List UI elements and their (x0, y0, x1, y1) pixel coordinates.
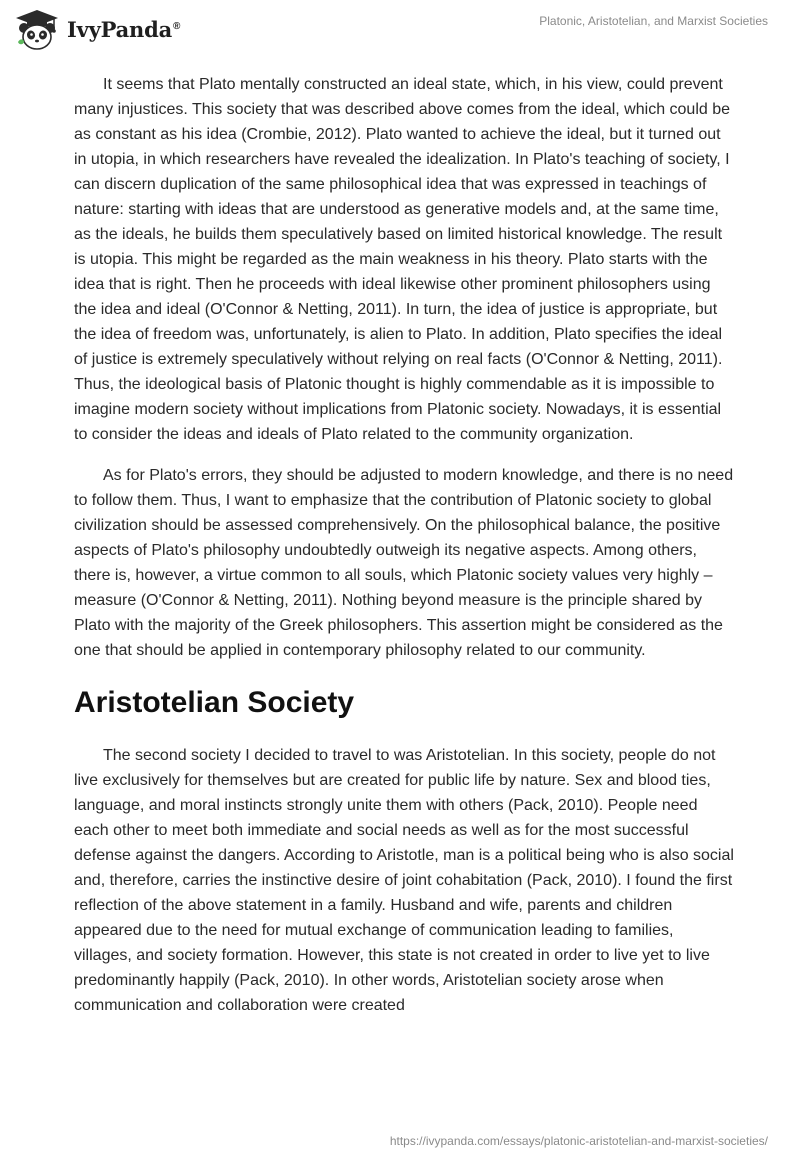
document-title: Platonic, Aristotelian, and Marxist Societies (539, 14, 768, 28)
brand-logo[interactable] (14, 8, 180, 50)
paragraph: It seems that Plato mentally constructed an ideal state, which, in his view, could prevent many injustices. This society that was described above comes from the ideal, which could be as constant as his idea (Crombie, 2012). Plato wanted to achieve the ideal, but it turned out in utopia, in which researchers have revealed the idealization. In Plato's teaching of society, I can discern duplication of the same philosophical idea that was expressed in teachings of nature: starting with ideas that are understood as generative models and, at the same time, as the ideals, he builds them speculatively based on limited historical knowledge. The result is utopia. This might be regarded as the main weakness in his theory. Plato starts with the idea that is right. Then he proceeds with ideal likewise other prominent philosophers using the idea and ideal (O'Connor & Netting, 2011). In turn, the idea of justice is appropriate, but the idea of freedom was, unfortunately, is alien to Plato. In addition, Plato specifies the ideal of justice is extremely speculatively without relying on real facts (O'Connor & Netting, 2011). Thus, the ideological basis of Platonic thought is highly commendable as it is impossible to imagine modern society without implications from Platonic society. Nowadays, it is essential to consider the ideas and ideals of Plato related to the community organization. (74, 76, 731, 443)
paragraph: As for Plato's errors, they should be adjusted to modern knowledge, and there is no need to follow them. Thus, I want to emphasize that the contribution of Platonic society to global civilization should be assessed comprehensively. On the philosophical balance, the positive aspects of Plato's philosophy undoubtedly outweigh its negative aspects. Among others, there is, however, a virtue common to all souls, which Platonic society values very highly – measure (O'Connor & Netting, 2011). Nothing beyond measure is the principle shared by Plato with the majority of the Greek philosophers. This assertion might be considered as the one that should be applied in contemporary philosophy related to our community. (74, 467, 734, 659)
section-heading: Aristotelian Society (74, 686, 355, 719)
brand-name: IvyPanda® (67, 16, 181, 42)
page-header (0, 0, 800, 62)
registered-mark: ® (173, 20, 181, 32)
panda-graduation-cap-icon (14, 8, 60, 50)
essay-body (74, 72, 734, 1034)
paragraph: The second society I decided to travel to was Aristotelian. In this society, people do not live exclusively for themselves but are created for public life by nature. Sex and blood ties, language, and moral instincts strongly unite them with others (Pack, 2010). People need each other to meet both immediate and social needs as well as for the most successful defense against the dangers. According to Aristotle, man is a political being who is also social and, therefore, carries the instinctive desire of joint cohabitation (Pack, 2010). I found the first reflection of the above statement in a family. Husband and wife, parents and children appeared due to the need for mutual exchange of communication leading to families, villages, and society formation. However, this state is not created in order to live yet to live predominantly happily (Pack, 2010). In other words, Aristotelian society arose when communication and collaboration were created (74, 747, 734, 1014)
source-url[interactable]: https://ivypanda.com/essays/platonic-aristotelian-and-marxist-societies/ (389, 1134, 768, 1148)
